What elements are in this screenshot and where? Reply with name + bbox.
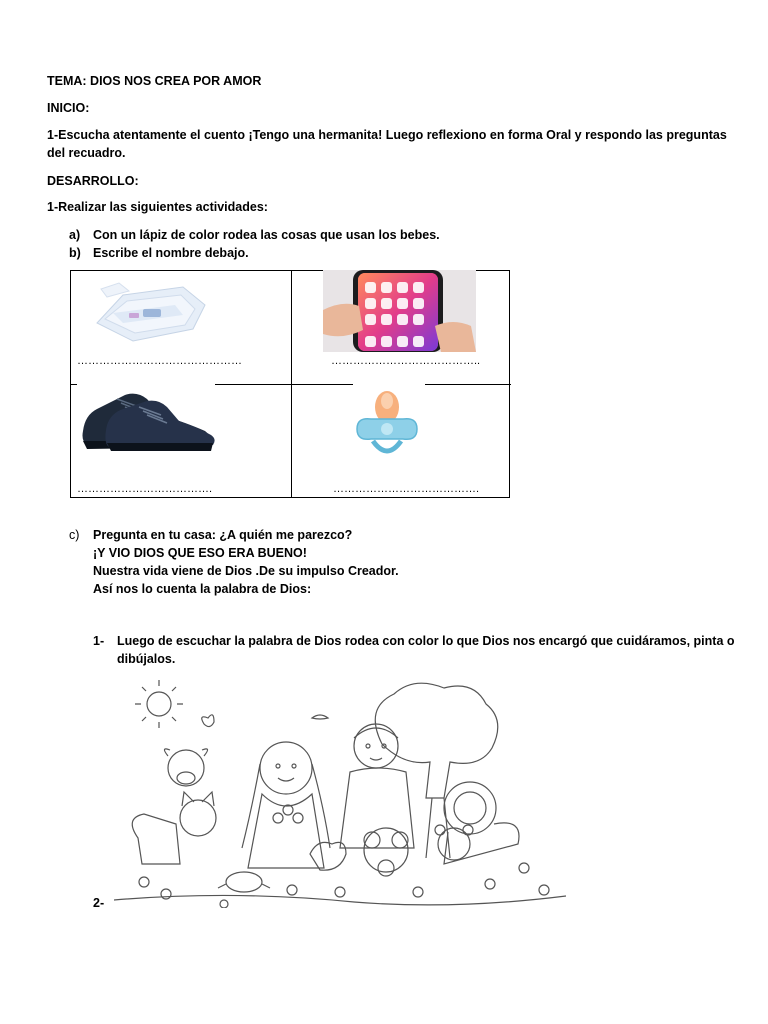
pacifier-answer-line[interactable]: …………………………………. — [333, 483, 480, 495]
pacifier-icon[interactable] — [351, 385, 423, 466]
inicio-instruction-line1: 1-Escucha atentamente el cuento ¡Tengo una hermanita! Luego reflexiono en forma Oral y respondo las preguntas — [47, 128, 727, 142]
numbered-1-line1: Luego de escuchar la palabra de Dios rodea con color lo que Dios nos encargó que cuidáramos, pinta o — [117, 634, 735, 648]
section-c-question: Pregunta en tu casa: ¿A quién me parezco? — [93, 528, 353, 542]
numbered-1-line2: dibújalos. — [117, 652, 176, 666]
section-c-line2: ¡Y VIO DIOS QUE ESO ERA BUENO! — [93, 546, 307, 560]
creation-coloring-page-icon[interactable] — [114, 668, 566, 908]
desarrollo-heading: DESARROLLO: — [47, 174, 139, 188]
activity-b-text: Escribe el nombre debajo. — [93, 246, 249, 260]
section-c-marker: c) — [69, 528, 80, 542]
grid-horizontal-divider-middle — [215, 384, 353, 385]
activity-a-text: Con un lápiz de color rodea las cosas que usan los bebes. — [93, 228, 440, 242]
smartphone-answer-line[interactable]: ………………………………….. — [331, 355, 481, 367]
section-c-line3: Nuestra vida viene de Dios .De su impulso Creador. — [93, 564, 399, 578]
shoes-answer-line[interactable]: ………………………………. — [77, 483, 213, 495]
activities-intro: 1-Realizar las siguientes actividades: — [47, 200, 268, 214]
numbered-1-marker: 1- — [93, 634, 105, 648]
smartphone-icon[interactable] — [323, 270, 476, 357]
topic-title: TEMA: DIOS NOS CREA POR AMOR — [47, 74, 262, 88]
activity-b-marker: b) — [69, 246, 81, 260]
inicio-instruction-line2: del recuadro. — [47, 146, 126, 160]
baby-items-grid — [70, 270, 510, 498]
section-c-line4: Así nos lo cuenta la palabra de Dios: — [93, 582, 312, 596]
activity-a-marker: a) — [69, 228, 81, 242]
diapers-icon[interactable] — [83, 275, 213, 352]
diapers-answer-line[interactable]: ……………………………………… — [77, 355, 242, 367]
shoes-icon[interactable] — [77, 385, 217, 460]
inicio-heading: INICIO: — [47, 101, 90, 115]
grid-horizontal-divider-right — [425, 384, 511, 385]
numbered-2-marker: 2- — [93, 896, 105, 910]
